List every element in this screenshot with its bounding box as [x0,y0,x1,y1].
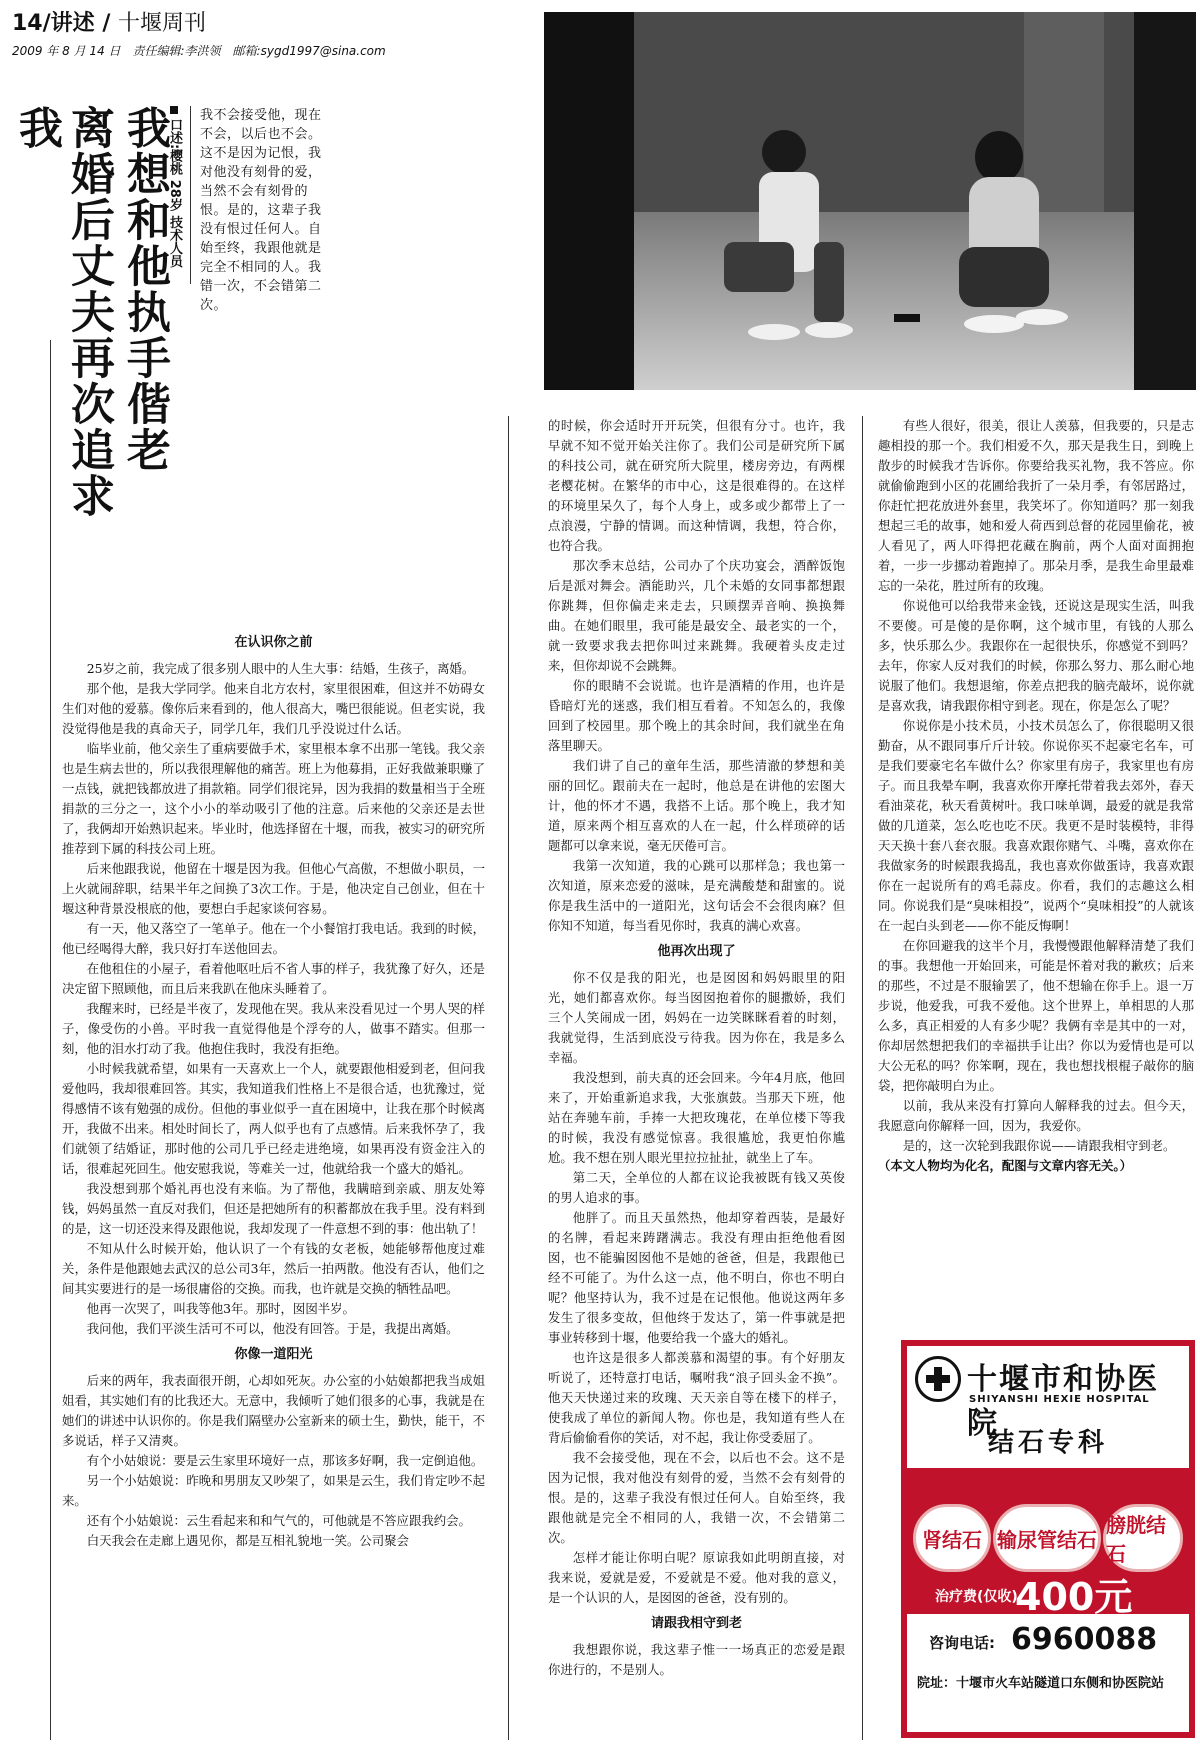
paragraph: 白天我会在走廊上遇见你，都是互相礼貌地一笑。公司聚会 [86,1533,409,1548]
paragraph: 在你回避我的这半个月，我慢慢跟他解释清楚了我们的事。我想他一开始回来，可能是怀着对我的歉疚；后来的那些，不过是不服输罢了，他不想输在你手上。退一万步说，他爱我，可我不爱他。这个世界上，单相思的人那么多，真正相爱的人有多少呢？我俩有幸是其中的一对，你却居然想把我们的幸福拱手让出？你以为爱情也是可以大公无私的吗？你笨啊，现在，我也想找根棍子敲你的脑袋，把你敲明白为止。 [878,938,1194,1093]
paragraph: 不知从什么时候开始，他认识了一个有钱的女老板，她能够帮他度过难关，条件是他跟她去武汉的总公司3年，然后一拍两散。他没有否认，他们之间其实要进行的是一场很庸俗的交换。而我，也许就是交换的牺牲品吧。 [62,1241,485,1296]
ad-item-ureter-stone: 输尿管结石 [993,1504,1101,1572]
column-rule-1 [508,416,509,1740]
byline-text: 口述:樱桃 28岁 技术人员 [167,118,182,268]
paragraph: 以前，我从来没有打算向人解释我的过去。但今天，我愿意向你解释一回，因为，我爱你。 [878,1098,1194,1133]
article-column-1 [62,627,485,1551]
article-credit-note: （本文人物均为化名，配图与文章内容无关。） [878,1158,1133,1173]
paragraph: 我醒来时，已经是半夜了，发现他在哭。我从来没看见过一个男人哭的样子，像受伤的小兽。平时我一直觉得他是个浮夸的人，做事不踏实。但那一刻，他的泪水打动了我。他抱住我时，我没有拒绝。 [62,1001,485,1056]
paragraph: 后来的两年，我表面很开朗，心却如死灰。办公室的小姑娘都把我当成姐姐看，其实她们有的比我还大。无意中，我倾听了她们很多的心事，我就是在她们的讲述中认识你的。你是我们隔壁办公室新来的硕士生，勤快，能干，不多说话，样子又清爽。 [62,1373,485,1448]
ad-specialty: 结石专科 [987,1428,1108,1458]
publication-name: 十堰周刊 [118,11,207,36]
article-column-3 [878,416,1194,1176]
headline-line-2: 离婚后丈夫再次追求我 [11,105,114,519]
section-heading: 你像一道阳光 [234,1347,313,1362]
ad-item-bladder-stone: 膀胱结石 [1103,1504,1183,1572]
paragraph: 第二天，全单位的人都在议论我被既有钱又英俊的男人追求的事。 [548,1170,845,1205]
pull-quote: 我不会接受他，现在不会，以后也不会。这不是因为记恨，我对他没有刻骨的爱，当然不会有刻骨的恨。是的，这辈子我没有恨过任何人。自始至终，我跟他就是完全不相同的人。我错一次，不会错第二次。 [200,108,322,313]
masthead [12,6,206,37]
ad-phone: 6960088 [1011,1622,1158,1657]
paragraph: 你的眼睛不会说谎。也许是酒精的作用，也许是昏暗灯光的迷惑，我们相互看着。不知怎么的，我像回到了校园里。那个晚上的其余时间，我们就坐在角落里聊天。 [548,678,845,753]
paragraph: 25岁之前，我完成了很多别人眼中的人生大事：结婚，生孩子，离婚。 [86,661,475,676]
dateline: 2009 年 8 月 14 日 责任编辑:李洪领 邮箱:sygd1997@sina.com [12,44,386,58]
ad-fee: 400元 [1015,1575,1133,1619]
paragraph: 后来他跟我说，他留在十堰是因为我。但他心气高傲，不想做小职员，一上火就闹辞职，结果半年之间换了3次工作。于是，他决定自己创业，但在十堰这种背景没根底的他，要想白手起家谈何容易。 [62,861,485,916]
paragraph: 他胖了。而且天虽然热，他却穿着西装，是最好的名牌，看起来踌躇满志。我没有理由拒绝他看囡囡，也不能骗囡囡他不是她的爸爸，但是，我跟他已经不可能了。为什么这一点，他不明白，你也不明白呢？他坚持认为，我不过是在记恨他。他说这两年多发生了很多变故，但他终于发达了，第一件事就是把事业转移到十堰，他要给我一个盛大的婚礼。 [548,1210,845,1345]
masthead-separator: / [94,11,119,36]
paragraph: 那个他，是我大学同学。他来自北方农村，家里很困难，但这并不妨碍女生们对他的爱慕。像你后来看到的，他人很高大，嘴巴很能说。但老实说，我没觉得他是我的真命天子，同学几年，我们几乎没说过什么话。 [62,681,485,736]
article-photo [544,12,1196,390]
hospital-advertisement [901,1340,1195,1738]
paragraph: 他再一次哭了，叫我等他3年。那时，囡囡半岁。 [86,1301,355,1316]
bullet-square-icon [170,106,178,114]
paragraph: 还有个小姑娘说：云生看起来和和气气的，可他就是不答应跟我约会。 [86,1513,471,1528]
paragraph: 我想跟你说，我这辈子惟一一场真正的恋爱是跟你进行的，不是别人。 [548,1642,845,1677]
paragraph: 怎样才能让你明白呢？原谅我如此明朗直接，对我来说，爱就是爱，不爱就是不爱。他对我的意义，是一个认识的人，是囡囡的爸爸，没有别的。 [548,1550,845,1605]
byline-rule [190,106,191,284]
paragraph: 我没想到那个婚礼再也没有来临。为了帮他，我瞒暗到亲戚、朋友处筹钱，妈妈虽然一直反对我们，但还是把她所有的积蓄都放在我手里。没有料到的是，这一切还没来得及跟他说，我却发现了一件意想不到的事：他出轨了！ [62,1181,485,1236]
headline [11,105,170,535]
paragraph: 你说他可以给我带来金钱，还说这是现实生活，叫我不要傻。可是傻的是你啊，这个城市里，有钱的人那么多，快乐那么少。我跟你在一起很快乐，你感觉不到吗？去年，你家人反对我们的时候，你那么努力、那么耐心地说服了他们。我想退缩，你差点把我的脑壳敲坏，说你就是喜欢我，请我跟你相守到老。现在，你是怎么了呢？ [878,598,1194,713]
paragraph: 也许这是很多人都羡慕和渴望的事。有个好朋友听说了，还特意打电话，嘱咐我“浪子回头金不换”。他天天快递过来的玫瑰、天天亲自等在楼下的样子，使我成了单位的新闻人物。你也是，我知道有些人在背后偷偷看你的笑话，对不起，我让你受委屈了。 [548,1350,845,1445]
paragraph-continued: 的时候，你会适时开开玩笑，但很有分寸。也许，我早就不知不觉开始关注你了。我们公司是研究所下属的科技公司，就在研究所大院里，楼房旁边，有两棵老樱花树。在繁华的市中心，这是很难得的。在这样的环境里呆久了，每个人身上，或多或少都带上了一点浪漫，宁静的情调。而这种情调，我想，符合你，也符合我。 [548,418,845,553]
ad-red-panel [907,1468,1189,1619]
paragraph: 我问他，我们平淡生活可不可以，他没有回答。于是，我提出离婚。 [86,1321,459,1336]
section-heading: 在认识你之前 [234,635,313,650]
photo-illustration [544,12,1196,390]
headline-line-1: 我想和他执手偕老 [119,105,170,473]
paragraph: 我没想到，前夫真的还会回来。今年4月底，他回来了，开始重新追求我，大张旗鼓。当那天下班，他站在奔驰车前，手捧一大把玫瑰花，在单位楼下等我的时候，我没有感觉惊喜。我很尴尬，我更怕你尴尬。我不想在别人眼光里拉拉扯扯，就坐上了车。 [548,1070,845,1165]
section-heading: 他再次出现了 [657,944,736,959]
ad-item-kidney-stone: 肾结石 [913,1504,991,1572]
paragraph: 有些人很好，很美，很让人羡慕，但我要的，只是志趣相投的那一个。我们相爱不久，那天是我生日，到晚上散步的时候我才告诉你。你要给我买礼物，我不答应。你就偷偷跑到小区的花圃给我折了一朵月季，有邻居路过，你赶忙把花放进外套里，我笑坏了。你知道吗？那一刻我想起三毛的故事，她和爱人荷西到总督的花园里偷花，被人看见了，两人吓得把花藏在胸前，两个人面对面拥抱着，一步一步挪动着跑掉了。那朵月季，是我生命里最难忘的一朵花，胜过所有的玫瑰。 [878,418,1194,593]
paragraph: 临毕业前，他父亲生了重病要做手术，家里根本拿不出那一笔钱。我父亲也是生病去世的，所以我很理解他的痛苦。班上为他募捐，正好我做兼职赚了一点钱，就把钱都放进了捐款箱。同学们很诧异，因为我捐的数量相当于全班捐款的三分之一，这个小小的举动吸引了他的注意。后来他的父亲还是去世了，我俩却开始熟识起来。毕业时，他选择留在十堰，而我，被实习的研究所推荐到下属的科技公司上班。 [62,741,485,856]
hospital-logo-row [915,1354,1181,1441]
paragraph: 那次季末总结，公司办了个庆功宴会，酒醉饭饱后是派对舞会。酒能助兴，几个未婚的女同事都想跟你跳舞，但你偏走来走去，只顾摆弄音响、换换舞曲。在她们眼里，我可能是最安全、最老实的一个，就一致要求我去把你叫过来跳舞。我硬着头皮走过来，但你却说不会跳舞。 [548,558,845,673]
paragraph: 我第一次知道，我的心跳可以那样急；我也第一次知道，原来恋爱的滋味，是充满酸楚和甜蜜的。说你是我生活中的一道阳光，这句话会不会很肉麻？但你知不知道，每当看见你时，我真的满心欢喜。 [548,858,845,933]
hospital-name-cn: 十堰市和协医院 [967,1362,1159,1441]
paragraph: 我们讲了自己的童年生活，那些清澈的梦想和美丽的回忆。跟前夫在一起时，他总是在讲他的宏图大计，他的怀才不遇，我搭不上话。那个晚上，我才知道，原来两个相互喜欢的人在一起，什么样琐碎的话题都可以拿来说，毫无厌倦可言。 [548,758,845,853]
paragraph: 有个小姑娘说：要是云生家里环境好一点，那该多好啊，我一定倒追他。 [86,1453,484,1468]
paragraph: 是的，这一次轮到我跟你说——请跟我相守到老。 [902,1138,1176,1153]
paragraph: 我不会接受他，现在不会，以后也不会。这不是因为记恨，我对他没有刻骨的爱，当然不会有刻骨的恨。是的，这辈子我没有恨过任何人。自始至终，我跟他就是完全不相同的人，我错一次，不会错第二次。 [548,1450,845,1545]
byline [166,106,182,267]
ad-address: 院址：十堰市火车站隧道口东侧和协医院站 [917,1676,1165,1691]
hospital-name-en: SHIYANSHI HEXIE HOSPITAL [969,1394,1150,1405]
column-rule-2 [862,416,863,1740]
article-column-2 [548,416,845,1680]
section-heading: 请跟我相守到老 [650,1616,742,1631]
page-number: 14/ [12,11,51,36]
paragraph: 你说你是小技术员，小技术员怎么了，你很聪明又很勤奋，从不跟同事斤斤计较。你说你买不起豪宅名车，可是我们要豪宅名车做什么？你家里有房子，我家里也有房子。而且我晕车啊，我喜欢你开摩托带着我去郊外，春天看油菜花，秋天看黄树叶。我口味单调，最爱的就是我常做的几道菜，怎么吃也吃不厌。我更不是时装模特，非得天天换十套八套衣服。我喜欢跟你赌气、斗嘴，喜欢你在我做家务的时候跟我捣乱，我也喜欢你做蛋诗，我喜欢跟你在一起说所有的鸡毛蒜皮。你看，我们的志趣这么相同。你说我们是“臭味相投”，说两个“臭味相投”的人就该在一起白头到老——你不能反悔啊！ [878,718,1194,933]
paragraph: 在他租住的小屋子，看着他呕吐后不省人事的样子，我犹豫了好久，还是决定留下照顾他，而且后来我趴在他床头睡着了。 [62,961,485,996]
paragraph: 你不仅是我的阳光，也是囡囡和妈妈眼里的阳光，她们都喜欢你。每当囡囡抱着你的腿撒娇，我们三个人笑闹成一团，妈妈在一边笑眯眯看着的时刻，我就觉得，生活到底没亏待我。因为你在，我是多么幸福。 [548,970,845,1065]
paragraph: 另一个小姑娘说：昨晚和男朋友又吵架了，如果是云生，我们肯定吵不起来。 [62,1473,485,1508]
hospital-cross-logo-icon [915,1356,961,1402]
ad-phone-label: 咨询电话: [929,1634,995,1652]
paragraph: 有一天，他又落空了一笔单子。他在一个小餐馆打我电话。我到的时候，他已经喝得大醉，我只好打车送他回去。 [62,921,485,956]
column-rule-left [50,340,51,1740]
paragraph: 小时候我就希望，如果有一天喜欢上一个人，就要跟他相爱到老，但问我爱他吗，我却很难回答。其实，我知道我们性格上不是很合适，也犹豫过，觉得感情不该有勉强的成份。但他的事业似乎一直在困境中，让我在那个时候离开，我做不出来。相处时间长了，两人似乎也有了点感情。后来我怀孕了，我们就领了结婚证，那时他的公司几乎已经走进绝境，如果再没有资金注入的话，很难起死回生。他安慰我说，等难关一过，他就给我一个盛大的婚礼。 [62,1061,485,1176]
section-name: 讲述 [50,11,95,36]
ad-fee-label: 治疗费(仅收) [935,1589,1018,1605]
